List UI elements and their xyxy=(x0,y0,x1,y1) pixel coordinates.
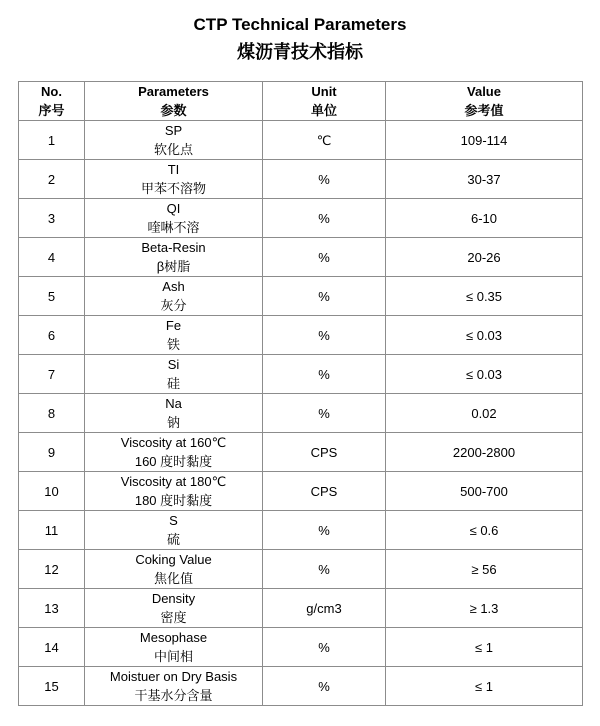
table-row xyxy=(19,511,583,550)
table-header-row xyxy=(19,82,583,121)
table-row xyxy=(19,394,583,433)
cell-unit: % xyxy=(263,316,386,355)
cell-parameter xyxy=(85,160,263,199)
parameter-name-en: Moistuer on Dry Basis xyxy=(109,669,238,684)
table-row xyxy=(19,160,583,199)
cell-parameter xyxy=(85,121,263,160)
cell-value: 20-26 xyxy=(386,238,583,277)
parameter-name-en: Si xyxy=(167,357,180,372)
cell-value: 109-114 xyxy=(386,121,583,160)
cell-no: 9 xyxy=(19,433,85,472)
cell-value: 500-700 xyxy=(386,472,583,511)
cell-value: 0.02 xyxy=(386,394,583,433)
header-parameters-zh: 参数 xyxy=(160,103,187,118)
parameter-name-en: Beta-Resin xyxy=(141,240,206,255)
parameter-name-zh: 灰分 xyxy=(160,298,187,313)
cell-value: ≤ 0.03 xyxy=(386,316,583,355)
cell-no: 14 xyxy=(19,628,85,667)
cell-unit: % xyxy=(263,355,386,394)
cell-no: 6 xyxy=(19,316,85,355)
cell-no: 15 xyxy=(19,667,85,706)
cell-value: 30-37 xyxy=(386,160,583,199)
header-no xyxy=(19,82,85,121)
parameter-name-zh: 焦化值 xyxy=(153,571,193,586)
parameter-name-zh: 铁 xyxy=(166,337,180,352)
parameter-name-zh: 160 度时黏度 xyxy=(134,454,213,469)
cell-value: ≥ 1.3 xyxy=(386,589,583,628)
parameter-name-zh: 中间相 xyxy=(153,649,193,664)
cell-parameter xyxy=(85,472,263,511)
cell-value: ≤ 0.03 xyxy=(386,355,583,394)
table-row xyxy=(19,433,583,472)
cell-no: 10 xyxy=(19,472,85,511)
parameter-name-zh: 钠 xyxy=(166,415,180,430)
parameter-name-en: Viscosity at 160℃ xyxy=(120,435,227,450)
cell-unit: % xyxy=(263,511,386,550)
cell-unit: ℃ xyxy=(263,121,386,160)
header-no-zh: 序号 xyxy=(38,103,65,118)
header-value xyxy=(386,82,583,121)
cell-parameter xyxy=(85,394,263,433)
parameter-name-en: TI xyxy=(167,162,180,177)
cell-parameter xyxy=(85,238,263,277)
header-unit xyxy=(263,82,386,121)
cell-no: 13 xyxy=(19,589,85,628)
cell-unit: % xyxy=(263,160,386,199)
parameter-name-en: Ash xyxy=(162,279,185,294)
table-row xyxy=(19,238,583,277)
cell-parameter xyxy=(85,511,263,550)
cell-no: 1 xyxy=(19,121,85,160)
parameter-name-en: Mesophase xyxy=(139,630,208,645)
parameter-name-zh: 硫 xyxy=(166,532,180,547)
cell-unit: % xyxy=(263,199,386,238)
parameter-name-zh: β树脂 xyxy=(156,259,191,274)
parameter-name-en: Coking Value xyxy=(135,552,212,567)
table-row xyxy=(19,277,583,316)
header-unit-en: Unit xyxy=(311,84,337,99)
parameters-table xyxy=(18,81,583,706)
cell-unit: % xyxy=(263,394,386,433)
header-value-en: Value xyxy=(467,84,501,99)
parameter-name-zh: 干基水分含量 xyxy=(134,688,213,703)
cell-parameter xyxy=(85,199,263,238)
table-row xyxy=(19,472,583,511)
table-row xyxy=(19,667,583,706)
cell-value: ≥ 56 xyxy=(386,550,583,589)
cell-parameter xyxy=(85,550,263,589)
cell-unit: CPS xyxy=(263,433,386,472)
header-parameters xyxy=(85,82,263,121)
parameter-name-zh: 密度 xyxy=(160,610,187,625)
cell-value: 2200-2800 xyxy=(386,433,583,472)
cell-value: 6-10 xyxy=(386,199,583,238)
cell-no: 5 xyxy=(19,277,85,316)
table-row xyxy=(19,628,583,667)
header-no-en: No. xyxy=(41,84,62,99)
cell-no: 8 xyxy=(19,394,85,433)
cell-unit: g/cm3 xyxy=(263,589,386,628)
cell-value: ≤ 1 xyxy=(386,667,583,706)
header-parameters-en: Parameters xyxy=(138,84,209,99)
table-body xyxy=(19,121,583,706)
table-row xyxy=(19,121,583,160)
cell-unit: % xyxy=(263,667,386,706)
table-row xyxy=(19,355,583,394)
table-row xyxy=(19,199,583,238)
cell-no: 12 xyxy=(19,550,85,589)
cell-unit: % xyxy=(263,550,386,589)
parameter-name-en: SP xyxy=(164,123,183,138)
cell-no: 4 xyxy=(19,238,85,277)
cell-parameter xyxy=(85,667,263,706)
header-unit-zh: 单位 xyxy=(310,103,337,118)
parameter-name-zh: 甲苯不溶物 xyxy=(140,181,206,196)
table-row xyxy=(19,316,583,355)
parameter-name-en: Fe xyxy=(165,318,182,333)
cell-parameter xyxy=(85,355,263,394)
parameter-name-zh: 喹啉不溶 xyxy=(147,220,200,235)
cell-unit: % xyxy=(263,238,386,277)
table-row xyxy=(19,589,583,628)
parameter-name-zh: 软化点 xyxy=(153,142,193,157)
cell-unit: CPS xyxy=(263,472,386,511)
page-title: CTP Technical Parameters xyxy=(193,15,407,34)
cell-no: 11 xyxy=(19,511,85,550)
parameter-name-en: Na xyxy=(165,396,182,411)
cell-parameter xyxy=(85,589,263,628)
cell-value: ≤ 1 xyxy=(386,628,583,667)
cell-no: 3 xyxy=(19,199,85,238)
parameter-name-en: S xyxy=(169,513,178,528)
cell-no: 2 xyxy=(19,160,85,199)
cell-unit: % xyxy=(263,277,386,316)
header-value-zh: 参考值 xyxy=(464,103,504,118)
cell-value: ≤ 0.35 xyxy=(386,277,583,316)
parameter-name-zh: 硅 xyxy=(166,376,180,391)
cell-parameter xyxy=(85,433,263,472)
page-subtitle: 煤沥青技术指标 xyxy=(237,42,363,62)
cell-no: 7 xyxy=(19,355,85,394)
parameter-name-zh: 180 度时黏度 xyxy=(134,493,213,508)
cell-parameter xyxy=(85,628,263,667)
parameter-name-en: Viscosity at 180℃ xyxy=(120,474,227,489)
table-row xyxy=(19,550,583,589)
cell-unit: % xyxy=(263,628,386,667)
cell-parameter xyxy=(85,277,263,316)
cell-value: ≤ 0.6 xyxy=(386,511,583,550)
parameter-name-en: Density xyxy=(151,591,196,606)
cell-parameter xyxy=(85,316,263,355)
parameter-name-en: QI xyxy=(166,201,181,216)
